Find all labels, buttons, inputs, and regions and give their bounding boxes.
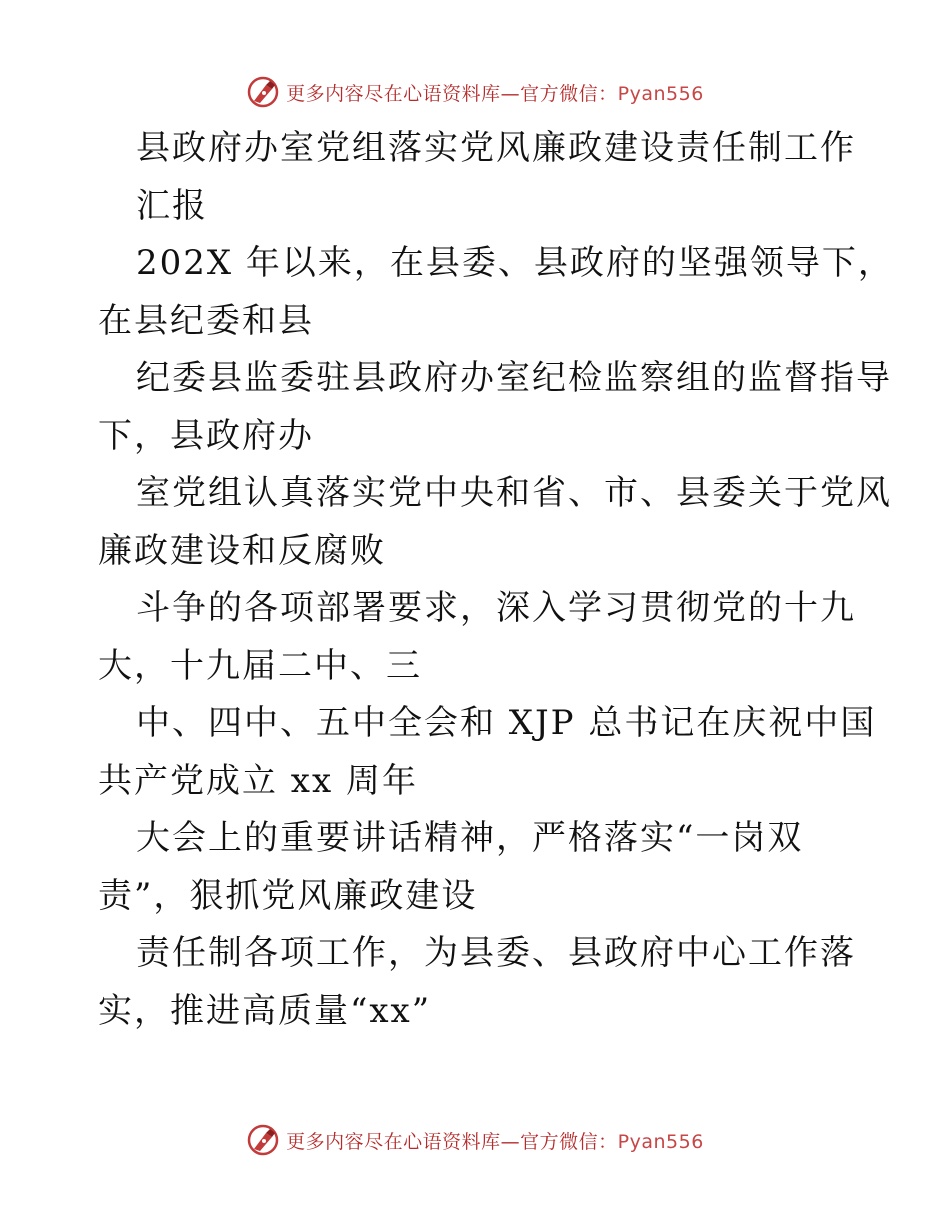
- header-watermark: [0, 72, 950, 112]
- paragraph-line: 大会上的重要讲话精神，严格落实“一岗双: [136, 818, 804, 858]
- paragraph-line: 大，十九届二中、三: [98, 645, 422, 686]
- paragraph-line: 廉政建设和反腐败: [98, 530, 386, 571]
- paragraph-line: 在县纪委和县: [98, 300, 314, 341]
- paragraph-line: 中、四中、五中全会和 XJP 总书记在庆祝中国: [136, 703, 877, 743]
- paragraph-line: 斗争的各项部署要求，深入学习贯彻党的十九: [136, 588, 856, 628]
- pen-nib-logo-icon: [246, 1123, 280, 1157]
- watermark-label: 更多内容尽在心语资料库—官方微信：: [286, 1130, 618, 1153]
- watermark-wechat-id: Pyan556: [617, 1130, 704, 1153]
- paragraph-line: 纪委县监委驻县政府办室纪检监察组的监督指导: [136, 358, 892, 398]
- pen-nib-logo-icon: [246, 75, 280, 109]
- footer-watermark: [0, 1120, 950, 1160]
- paragraph-line: 实，推进高质量“xx”: [98, 990, 432, 1031]
- paragraph-line: 责任制各项工作，为县委、县政府中心工作落: [136, 933, 856, 973]
- watermark-wechat-id: Pyan556: [617, 82, 704, 105]
- paragraph-line: 室党组认真落实党中央和省、市、县委关于党风: [136, 473, 892, 513]
- paragraph-line: 下，县政府办: [98, 415, 314, 456]
- paragraph-line: 责”，狠抓党风廉政建设: [98, 875, 478, 916]
- document-body: [98, 120, 894, 1040]
- watermark-text: [286, 1127, 704, 1154]
- watermark-text: [286, 79, 704, 106]
- document-title-line-1: 县政府办室党组落实党风廉政建设责任制工作: [136, 128, 856, 168]
- watermark-label: 更多内容尽在心语资料库—官方微信：: [286, 82, 618, 105]
- paragraph-line: 202X 年以来，在县委、县政府的坚强领导下，: [136, 243, 894, 283]
- paragraph-line: 共产党成立 xx 周年: [98, 760, 418, 801]
- document-title-line-2: 汇报: [136, 185, 208, 226]
